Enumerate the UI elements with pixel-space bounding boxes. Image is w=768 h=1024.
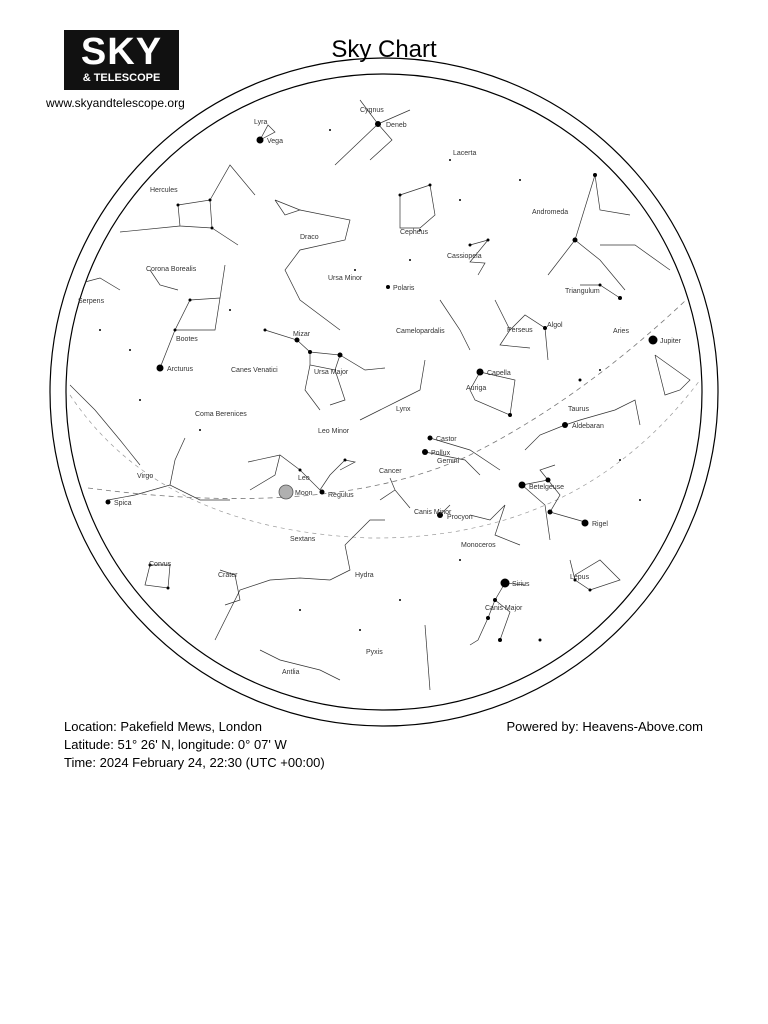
logo-url-link[interactable]: www.skyandtelescope.org xyxy=(46,96,185,110)
label-polaris: Polaris xyxy=(393,285,415,292)
label-cygnus: Cygnus xyxy=(360,107,384,114)
label-gemini: Gemini xyxy=(437,458,460,465)
label-lepus: Lepus xyxy=(570,574,590,581)
label-hercules: Hercules xyxy=(150,187,178,194)
logo-text-sub: & TELESCOPE xyxy=(82,72,161,84)
label-moon: Moon xyxy=(295,490,313,497)
label-corvus: Corvus xyxy=(149,561,172,568)
label-spica: Spica xyxy=(114,500,132,507)
logo-text-main: SKY xyxy=(80,31,163,73)
label-lyra: Lyra xyxy=(254,119,268,126)
observation-info xyxy=(64,718,325,772)
location-text: Location: Pakefield Mews, London xyxy=(64,719,263,734)
label-hydra: Hydra xyxy=(355,572,374,579)
label-betelgeuse: Betelgeuse xyxy=(529,484,565,491)
label-aries: Aries xyxy=(613,328,629,335)
label-draco: Draco xyxy=(300,234,319,241)
constellation-labels xyxy=(78,107,629,676)
label-mizar: Mizar xyxy=(293,331,311,338)
horizon-circle xyxy=(66,74,702,710)
label-vega: Vega xyxy=(267,138,283,145)
outer-ring xyxy=(50,58,718,726)
label-aldebaran: Aldebaran xyxy=(572,423,604,430)
label-canis-major: Canis Major xyxy=(485,605,523,612)
label-leo-minor: Leo Minor xyxy=(318,428,350,435)
label-procyon: Procyon xyxy=(447,514,473,521)
label-crater: Crater xyxy=(218,572,238,579)
label-coma-berenices: Coma Berenices xyxy=(195,411,247,418)
label-algol: Algol xyxy=(547,322,563,329)
latlon-text: Latitude: 51° 26' N, longitude: 0° 07' W xyxy=(64,737,287,752)
label-arcturus: Arcturus xyxy=(167,366,194,373)
powered-by-text: Powered by: Heavens-Above.com xyxy=(506,719,703,734)
label-andromeda: Andromeda xyxy=(532,209,569,216)
star-labels xyxy=(114,122,682,588)
label-sirius: Sirius xyxy=(512,581,530,588)
time-text: Time: 2024 February 24, 22:30 (UTC +00:00) xyxy=(64,755,325,770)
label-auriga: Auriga xyxy=(466,385,487,392)
label-cancer: Cancer xyxy=(379,468,402,475)
label-deneb: Deneb xyxy=(386,122,407,129)
label-regulus: Regulus xyxy=(328,492,354,499)
label-canis-minor: Canis Minor xyxy=(414,509,452,516)
label-pollux: Pollux xyxy=(431,450,451,457)
label-leo: Leo xyxy=(298,475,310,482)
label-serpens: Serpens xyxy=(78,298,105,305)
label-sextans: Sextans xyxy=(290,536,316,543)
label-monoceros: Monoceros xyxy=(461,542,496,549)
label-lacerta: Lacerta xyxy=(453,150,477,157)
label-rigel: Rigel xyxy=(592,521,608,528)
label-lynx: Lynx xyxy=(396,406,411,413)
page-title: Sky Chart xyxy=(331,36,437,63)
label-capella: Capella xyxy=(487,370,511,377)
galactic-equator-line xyxy=(70,380,700,538)
label-antlia: Antlia xyxy=(282,669,300,676)
label-corona-borealis: Corona Borealis xyxy=(146,266,197,273)
label-virgo: Virgo xyxy=(137,473,154,480)
label-cassiopeia: Cassiopeia xyxy=(447,253,482,260)
label-perseus: Perseus xyxy=(507,327,533,334)
label-taurus: Taurus xyxy=(568,406,590,413)
label-canes-venatici: Canes Venatici xyxy=(231,367,278,374)
label-triangulum: Triangulum xyxy=(565,288,600,295)
label-camelopardalis: Camelopardalis xyxy=(396,328,445,335)
label-bootes: Bootes xyxy=(176,336,198,343)
stars-layer xyxy=(99,121,658,642)
label-ursa-major: Ursa Major xyxy=(314,369,349,376)
label-pyxis: Pyxis xyxy=(366,649,383,656)
label-ursa-minor: Ursa Minor xyxy=(328,275,363,282)
label-castor: Castor xyxy=(436,436,457,443)
moon-icon xyxy=(279,485,293,499)
label-jupiter: Jupiter xyxy=(660,338,682,345)
label-cepheus: Cepheus xyxy=(400,229,429,236)
